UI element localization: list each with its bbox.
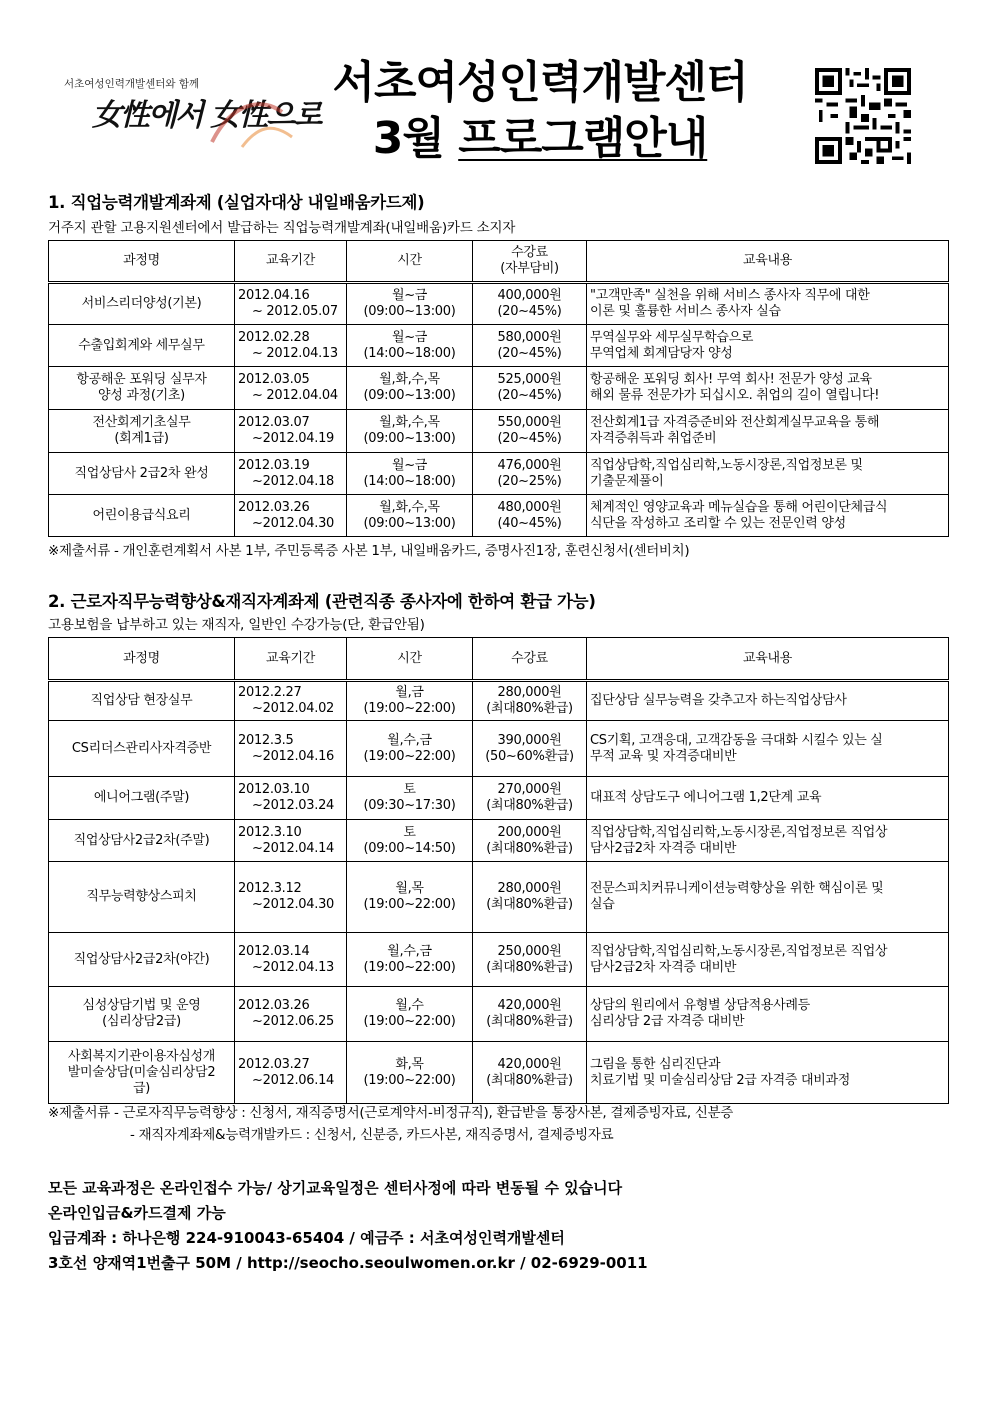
course-content: CS기획, 고객응대, 고객감동을 극대화 시킬수 있는 실 무적 교육 및 자격증대비반 (587, 721, 949, 777)
course-content: 체계적인 영양교육과 메뉴실습을 통해 어린이단체급식 식단을 작성하고 조리할 수 있는 전문인력 양성 (587, 495, 949, 537)
table-row (49, 681, 949, 721)
course-name: 서비스리더양성(기본) (49, 283, 235, 325)
section2-subtitle: 고용보험을 납부하고 있는 재직자, 일반인 수강가능(단, 환급안됨) (48, 617, 425, 633)
course-content: 전산회계1급 자격증준비와 전산회계실무교육을 통해 자격증취득과 취업준비 (587, 410, 949, 453)
footer-info (48, 1176, 648, 1276)
col-header-fee: 수강료 (473, 638, 587, 681)
course-name: 직무능력향상스피치 (49, 862, 235, 933)
course-fee: 550,000원 (20~45%) (473, 410, 587, 453)
course-period: 2012.04.16 ~ 2012.05.07 (235, 283, 347, 325)
course-time: 월,수,금 (19:00~22:00) (347, 721, 473, 777)
col-header-period: 교육기간 (235, 241, 347, 283)
section1-note: ※제출서류 - 개인훈련계획서 사본 1부, 주민등록증 사본 1부, 내일배움카드, 증명사진1장, 훈련신청서(센터비치) (48, 543, 690, 559)
course-fee: 420,000원 (최대80%환급) (473, 987, 587, 1042)
course-time: 월,화,수,목 (09:00~13:00) (347, 410, 473, 453)
table-row (49, 933, 949, 987)
table-header-row (49, 638, 949, 681)
course-name: 직업상담 현장실무 (49, 681, 235, 721)
table-row (49, 283, 949, 325)
logo-slogan: 女性에서 女性으로 (92, 98, 321, 133)
course-fee: 476,000원 (20~25%) (473, 453, 587, 495)
course-period: 2012.3.10 ~2012.04.14 (235, 820, 347, 862)
logo-tagline: 서초여성인력개발센터와 함께 (64, 78, 200, 90)
course-name: 어린이용급식요리 (49, 495, 235, 537)
section1-heading: 1. 직업능력개발계좌제 (실업자대상 내일배움카드제) (48, 193, 425, 212)
course-time: 토 (09:00~14:50) (347, 820, 473, 862)
course-time: 월~금 (14:00~18:00) (347, 325, 473, 367)
course-period: 2012.03.27 ~2012.06.14 (235, 1042, 347, 1104)
table-row (49, 721, 949, 777)
title-program-guide (300, 111, 780, 167)
course-fee: 400,000원 (20~45%) (473, 283, 587, 325)
footer-line-payment: 온라인입금&카드결제 가능 (48, 1204, 226, 1222)
course-period: 2012.3.5 ~2012.04.16 (235, 721, 347, 777)
table-row (49, 862, 949, 933)
course-content: 상담의 원리에서 유형별 상담적용사례등 심리상담 2급 자격증 대비반 (587, 987, 949, 1042)
course-fee: 280,000원 (최대80%환급) (473, 862, 587, 933)
course-name: 전산회계기초실무 (회계1급) (49, 410, 235, 453)
col-header-content: 교육내용 (587, 241, 949, 283)
qr-code-icon (812, 68, 914, 164)
col-header-course: 과정명 (49, 241, 235, 283)
table-header-row (49, 241, 949, 283)
course-content: 무역실무와 세무실무학습으로 무역업체 회계담당자 양성 (587, 325, 949, 367)
col-header-course: 과정명 (49, 638, 235, 681)
col-header-period: 교육기간 (235, 638, 347, 681)
course-fee: 525,000원 (20~45%) (473, 367, 587, 410)
course-fee: 250,000원 (최대80%환급) (473, 933, 587, 987)
section1-subtitle: 거주지 관할 고용지원센터에서 발급하는 직업능력개발계좌(내일배움)카드 소지자 (48, 220, 516, 236)
table-row (49, 410, 949, 453)
course-time: 월,금 (19:00~22:00) (347, 681, 473, 721)
course-period: 2012.03.07 ~2012.04.19 (235, 410, 347, 453)
course-period: 2012.03.26 ~2012.04.30 (235, 495, 347, 537)
course-time: 월,목 (19:00~22:00) (347, 862, 473, 933)
course-time: 월,수,금 (19:00~22:00) (347, 933, 473, 987)
section2-note-2: - 재직자계좌제&능력개발카드 : 신청서, 신분증, 카드사본, 재직증명서, 결제증빙자료 (130, 1127, 614, 1143)
course-period: 2012.2.27 ~2012.04.02 (235, 681, 347, 721)
logo-brush-icon (202, 92, 297, 152)
course-name: CS리더스관리사자격증반 (49, 721, 235, 777)
course-name: 수출입회계와 세무실무 (49, 325, 235, 367)
col-header-time: 시간 (347, 241, 473, 283)
course-content: 직업상담학,직업심리학,노동시장론,직업정보론 직업상 담사2급2차 자격증 대비반 (587, 820, 949, 862)
course-time: 월~금 (14:00~18:00) (347, 453, 473, 495)
col-header-time: 시간 (347, 638, 473, 681)
footer-line-account: 입금계좌 : 하나은행 224-910043-65404 / 예금주 : 서초여성인력개발센터 (48, 1229, 565, 1247)
table-row (49, 495, 949, 537)
section2-note-1: ※제출서류 - 근로자직무능력향상 : 신청서, 재직증명서(근로계약서-비정규직), 환급받을 통장사본, 결제증빙자료, 신분증 (48, 1105, 734, 1121)
section2-table (48, 637, 949, 1104)
course-name: 에니어그램(주말) (49, 777, 235, 820)
course-time: 화,목 (19:00~22:00) (347, 1042, 473, 1104)
table-row (49, 367, 949, 410)
table-row (49, 777, 949, 820)
course-fee: 480,000원 (40~45%) (473, 495, 587, 537)
col-header-fee: 수강료 (자부담비) (473, 241, 587, 283)
course-content: 직업상담학,직업심리학,노동시장론,직업정보론 직업상 담사2급2차 자격증 대비반 (587, 933, 949, 987)
course-content: 직업상담학,직업심리학,노동시장론,직업정보론 및 기출문제풀이 (587, 453, 949, 495)
course-fee: 270,000원 (최대80%환급) (473, 777, 587, 820)
course-period: 2012.03.05 ~ 2012.04.04 (235, 367, 347, 410)
course-period: 2012.03.10 ~2012.03.24 (235, 777, 347, 820)
course-period: 2012.02.28 ~ 2012.04.13 (235, 325, 347, 367)
course-name: 사회복지기관이용자심성개 발미술상담(미술심리상담2 급) (49, 1042, 235, 1104)
course-name: 직업상담사2급2차(야간) (49, 933, 235, 987)
table-row (49, 987, 949, 1042)
section1-table (48, 240, 949, 537)
course-time: 월~금 (09:00~13:00) (347, 283, 473, 325)
course-name: 직업상담사 2급2차 완성 (49, 453, 235, 495)
col-header-content: 교육내용 (587, 638, 949, 681)
course-fee: 580,000원 (20~45%) (473, 325, 587, 367)
course-period: 2012.03.14 ~2012.04.13 (235, 933, 347, 987)
course-content: 전문스피치커뮤니케이션능력향상을 위한 핵심이론 및 실습 (587, 862, 949, 933)
course-content: 항공해운 포워딩 회사! 무역 회사! 전문가 양성 교육 해외 물류 전문가가 되십시오. 취업의 길이 열립니다! (587, 367, 949, 410)
course-name: 항공해운 포워딩 실무자 양성 과정(기초) (49, 367, 235, 410)
table-row (49, 325, 949, 367)
footer-line-contact: 3호선 양재역1번출구 50M / http://seocho.seoulwomen.or.kr / 02-6929-0011 (48, 1254, 648, 1272)
course-time: 월,화,수,목 (09:00~13:00) (347, 367, 473, 410)
center-logo (52, 70, 321, 165)
footer-line-registration: 모든 교육과정은 온라인접수 가능/ 상기교육일정은 센터사정에 따라 변동될 수 있습니다 (48, 1179, 623, 1197)
table-row (49, 1042, 949, 1104)
section2-heading: 2. 근로자직무능력향상&재직자계좌제 (관련직종 종사자에 한하여 환급 가능) (48, 592, 596, 611)
course-name: 직업상담사2급2차(주말) (49, 820, 235, 862)
course-fee: 390,000원 (50~60%환급) (473, 721, 587, 777)
course-period: 2012.03.26 ~2012.06.25 (235, 987, 347, 1042)
course-time: 월,수 (19:00~22:00) (347, 987, 473, 1042)
course-name: 심성상담기법 및 운영 (심리상담2급) (49, 987, 235, 1042)
course-fee: 280,000원 (최대80%환급) (473, 681, 587, 721)
course-period: 2012.3.12 ~2012.04.30 (235, 862, 347, 933)
table-row (49, 453, 949, 495)
course-content: 그림을 통한 심리진단과 치료기법 및 미술심리상담 2급 자격증 대비과정 (587, 1042, 949, 1104)
course-content: 집단상담 실무능력을 갖추고자 하는직업상담사 (587, 681, 949, 721)
course-content: "고객만족" 실천을 위해 서비스 종사자 직무에 대한 이론 및 훌륭한 서비스 종사자 실습 (587, 283, 949, 325)
course-fee: 420,000원 (최대80%환급) (473, 1042, 587, 1104)
table-row (49, 820, 949, 862)
course-time: 월,화,수,목 (09:00~13:00) (347, 495, 473, 537)
title-month: 3월 (372, 113, 459, 164)
title-program: 프로그램안내 (458, 113, 708, 164)
title-center-name: 서초여성인력개발센터 (332, 57, 748, 108)
course-time: 토 (09:30~17:30) (347, 777, 473, 820)
page-title (300, 55, 780, 167)
course-fee: 200,000원 (최대80%환급) (473, 820, 587, 862)
course-period: 2012.03.19 ~2012.04.18 (235, 453, 347, 495)
course-content: 대표적 상담도구 에니어그램 1,2단계 교육 (587, 777, 949, 820)
